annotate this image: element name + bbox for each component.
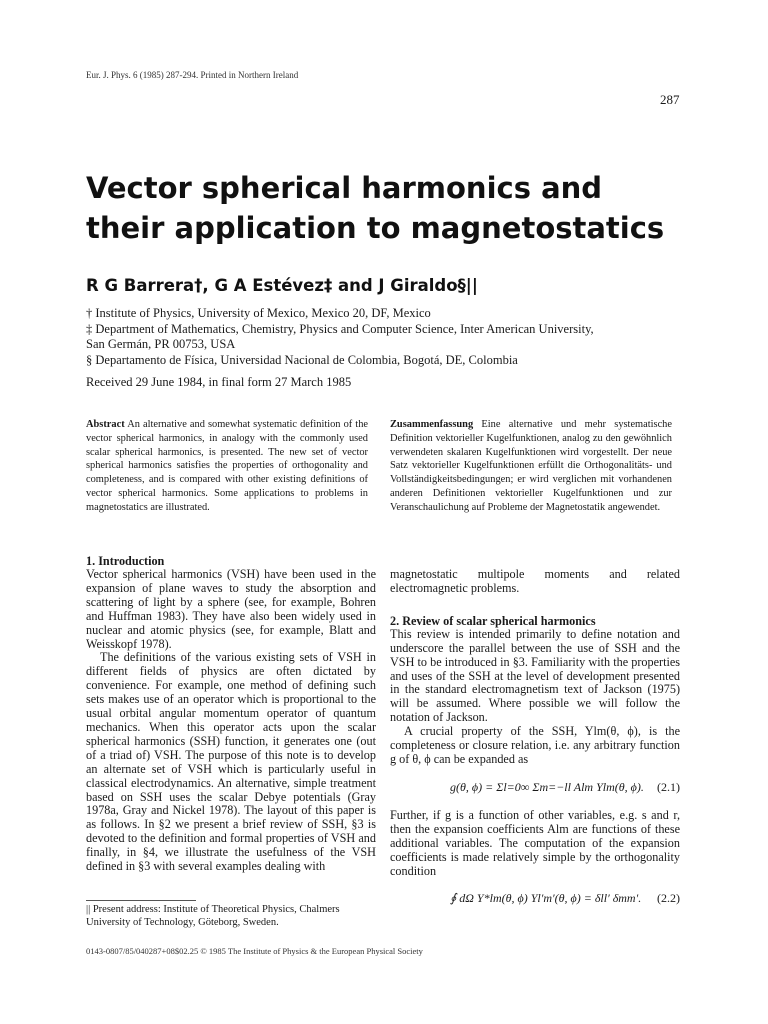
title-line-2: their application to magnetostatics	[86, 211, 665, 245]
section-2-paragraph-2: A crucial property of the SSH, Ylm(θ, ϕ), is the completeness or closure relation, i.e. any arbitrary function g of θ, ϕ can be expanded as	[390, 724, 680, 766]
paper-title	[86, 168, 706, 248]
section-1-paragraph-3: magnetostatic multipole moments and related electromagnetic problems.	[390, 567, 680, 595]
left-column	[86, 554, 376, 874]
affiliation-3: § Departamento de Física, Universidad Nacional de Colombia, Bogotá, DE, Colombia	[86, 352, 518, 367]
equation-2-2	[390, 878, 680, 920]
section-1-paragraph-1: Vector spherical harmonics (VSH) have been used in the expansion of plane waves to study the absorption and scattering of light by a sphere (see, for example, Bohren and Huffman 1983). They have also been widely used in nuclear and atomic physics (see, for example, Blatt and Weisskopf 1978).	[86, 567, 376, 651]
section-1-paragraph-2: The definitions of the various existing sets of VSH in different fields of physics are often dictated by convenience. For example, one method of defining such sets makes use of an operator which is proportional to the usual orbital angular momentum operator of quantum mechanics. When this operator acts upon the scalar spherical harmonics (SSH) function, it generates one (out of a triad of) VSH. The purpose of this note is to develop an alternate set of VSH which is particularly useful in classical electrodynamics. An alternative, simple treatment based on SSH uses the scalar Debye potentials (Gray 1978a, Gray and Nickel 1978). The layout of this paper is as follows. In §2 we present a brief review of SSH, §3 is devoted to the definition and formal properties of VSH and finally, in §4, we illustrate the usefulness of the VSH defined in §3 with several examples dealing with	[86, 650, 376, 874]
title-line-1: Vector spherical harmonics and	[86, 171, 603, 205]
zusammenfassung	[390, 418, 672, 515]
section-2-heading: 2. Review of scalar spherical harmonics	[390, 613, 596, 628]
equation-2-1	[390, 767, 680, 809]
footnote-divider	[86, 900, 196, 901]
zusammenfassung-text: Eine alternative und mehr systematische Definition vektorieller Kugelfunktionen, analog zu den gewöhnlich verwendeten skalaren Kugelfunktionen wird vorgestellt. Der neue Satz vektorieller Kugelfunktionen erfüllt die Orthogonalitäts- und Vollständigkeitsbedingungen; er wird verglichen mit vorhandenen anderen Definitionen vektorieller Kugelfunktionen und zur Veranschaulichung auf Probleme der Magnetostatik angewendet.	[390, 419, 672, 513]
equation-2-1-body: g(θ, ϕ) = Σl=0∞ Σm=−ll Alm Ylm(θ, ϕ).	[450, 779, 644, 794]
abstract	[86, 418, 368, 515]
affiliation-2: ‡ Department of Mathematics, Chemistry, Physics and Computer Science, Inter American University,	[86, 321, 594, 336]
equation-2-2-number: (2.2)	[657, 891, 680, 906]
equation-2-1-number: (2.1)	[657, 779, 680, 794]
equation-2-2-body: ∮ dΩ Y*lm(θ, ϕ) Yl′m′(θ, ϕ) = δll′ δmm′.	[450, 891, 642, 906]
abstract-text: An alternative and somewhat systematic definition of the vector spherical harmonics, in analogy with the commonly used scalar spherical harmonics, is presented. The new set of vector spherical harmonics satisfies the properties of orthogonality and completeness, and is compared with other existing definitions of vector spherical harmonics. Some applications to problems in magnetostatics are illustrated.	[86, 419, 368, 513]
journal-reference: Eur. J. Phys. 6 (1985) 287-294. Printed in Northern Ireland	[86, 70, 299, 80]
abstract-label: Abstract	[86, 419, 125, 430]
section-1-heading: 1. Introduction	[86, 554, 165, 568]
received-date: Received 29 June 1984, in final form 27 March 1985	[86, 375, 352, 389]
affiliation-1: † Institute of Physics, University of Mexico, Mexico 20, DF, Mexico	[86, 306, 431, 320]
footnote: || Present address: Institute of Theoretical Physics, Chalmers University of Technology, Göteborg, Sweden.	[86, 904, 340, 928]
right-column	[390, 568, 680, 920]
page-number: 287	[660, 92, 680, 107]
section-2-paragraph-1: This review is intended primarily to define notation and underscore the parallel between the use of SSH and the VSH to be introduced in §3. Familiarity with the properties and uses of the SSH at the level of development presented in the standard electromagnetism text of Jackson (1975) will be assumed. Where possible we will follow the notation of Jackson.	[390, 626, 680, 725]
affiliations	[86, 306, 686, 368]
affiliation-2-cont: San Germán, PR 00753, USA	[86, 337, 236, 351]
zusammenfassung-label: Zusammenfassung	[390, 419, 474, 430]
authors: R G Barrera†, G A Estévez‡ and J Giraldo§||	[86, 276, 478, 295]
copyright-line: 0143-0807/85/040287+08$02.25 © 1985 The Institute of Physics & the European Physical Society	[86, 946, 423, 956]
section-2-paragraph-3: Further, if g is a function of other variables, e.g. s and r, then the expansion coefficients Alm are functions of these additional variables. The computation of the expansion coefficients is made relatively simple by the orthogonality condition	[390, 807, 680, 878]
